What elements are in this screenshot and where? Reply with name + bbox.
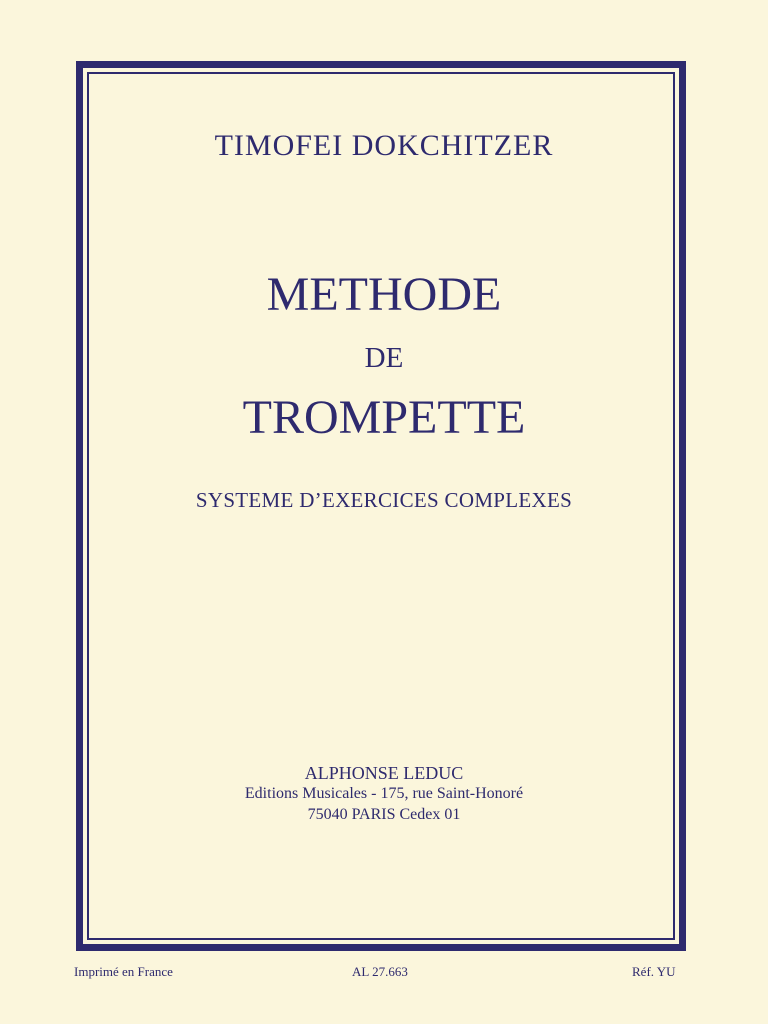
- author-name: TIMOFEI DOKCHITZER: [214, 129, 554, 162]
- catalog-number: AL 27.663: [352, 964, 408, 979]
- publisher-name: ALPHONSE LEDUC: [304, 763, 464, 783]
- printed-in-label: Imprimé en France: [74, 964, 173, 979]
- publisher-address: Editions Musicales - 175, rue Saint-Honoré: [244, 785, 524, 802]
- title-line-de: DE: [364, 342, 404, 374]
- title-line-methode: METHODE: [266, 268, 502, 321]
- title-line-trompette: TROMPETTE: [242, 391, 526, 444]
- subtitle: SYSTEME D’EXERCICES COMPLEXES: [195, 488, 573, 512]
- publisher-city: 75040 PARIS Cedex 01: [307, 806, 461, 823]
- reference-code: Réf. YU: [632, 964, 676, 979]
